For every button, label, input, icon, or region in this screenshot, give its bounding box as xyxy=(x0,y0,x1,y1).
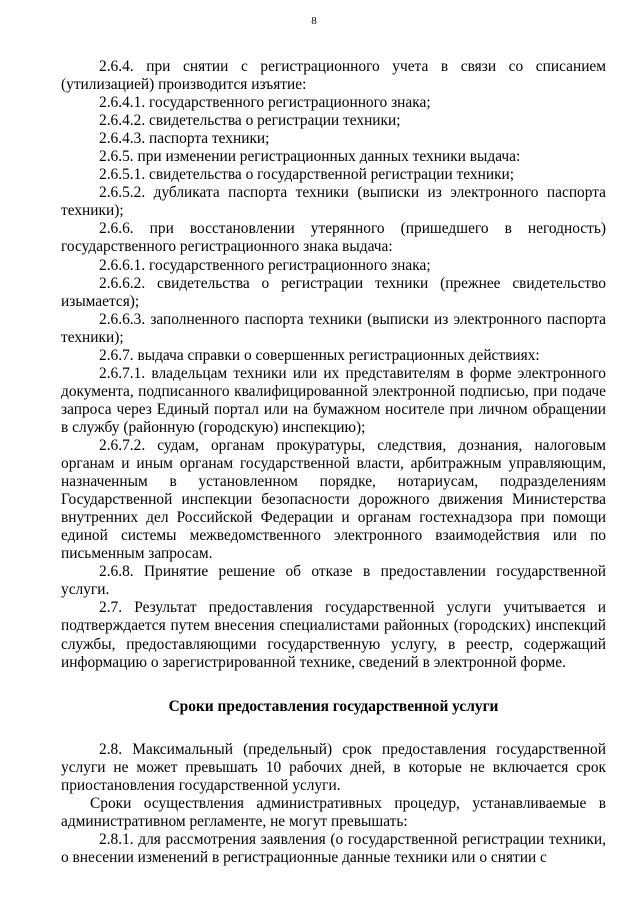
paragraph-2-6-7: 2.6.7. выдача справки о совершенных регистрационных действиях: xyxy=(99,346,540,364)
paragraph-2-6-5-2: 2.6.5.2. дубликата паспорта техники (выписки из электронного паспорта техники); xyxy=(61,184,606,220)
paragraph-2-6-4: 2.6.4. при снятии с регистрационного учета в связи со списанием (утилизацией) производится изъятие: xyxy=(61,58,606,94)
paragraph-2-6-6: 2.6.6. при восстановлении утерянного (пришедшего в негодность) государственного регистрационного знака выдача: xyxy=(61,220,606,256)
paragraph-2-6-7-2: 2.6.7.2. судам, органам прокуратуры, следствия, дознания, налоговым органам и иным органам государственной власти, арбитражным управляющим, назначенным в установленном порядке, нотариусам, подразделениям Государственной инспекции безопасности дорожного движения Министерства внутренних дел Российской Федерации и органам гостехнадзора при помощи единой системы межведомственного электронного взаимодействия или по письменным запросам. xyxy=(61,436,606,563)
paragraph-2-6-7-1: 2.6.7.1. владельцам техники или их представителям в форме электронного документа, подписанного квалифицированной электронной подписью, при подаче запроса через Единый портал или на бумажном носителе при личном обращении в службу (районную (городскую) инспекцию); xyxy=(61,364,606,436)
paragraph-2-8: 2.8. Максимальный (предельный) срок предоставления государственной услуги не может превышать 10 рабочих дней, в которые не включается срок приостановления государственной услуги. xyxy=(61,740,606,794)
paragraph-2-6-6-3: 2.6.6.3. заполненного паспорта техники (выписки из электронного паспорта техники); xyxy=(61,310,606,346)
paragraph-2-8-1: 2.8.1. для рассмотрения заявления (о государственной регистрации техники, о внесении изменений в регистрационные данные техники или о снятии с xyxy=(61,830,606,866)
paragraph-2-6-4-3: 2.6.4.3. паспорта техники; xyxy=(99,130,270,148)
paragraph-2-6-6-1: 2.6.6.1. государственного регистрационного знака; xyxy=(99,256,431,274)
paragraph-2-6-5: 2.6.5. при изменении регистрационных данных техники выдача: xyxy=(99,148,521,166)
paragraph-2-6-4-1: 2.6.4.1. государственного регистрационного знака; xyxy=(99,94,431,112)
paragraph-2-6-6-2: 2.6.6.2. свидетельства о регистрации техники (прежнее свидетельство изымается); xyxy=(61,274,606,310)
paragraph-2-6-5-1: 2.6.5.1. свидетельства о государственной регистрации техники; xyxy=(99,166,515,184)
paragraph-terms-intro: Сроки осуществления административных процедур, устанавливаемые в административном регламенте, не могут превышать: xyxy=(61,794,606,830)
page-number: 8 xyxy=(311,15,317,27)
paragraph-2-6-4-2: 2.6.4.2. свидетельства о регистрации техники; xyxy=(99,112,401,130)
section-heading: Сроки предоставления государственной услуги xyxy=(168,697,499,715)
document-body xyxy=(61,58,606,867)
paragraph-2-7: 2.7. Результат предоставления государственной услуги учитывается и подтверждается путем внесения специалистами районных (городских) инспекций службы, предоставляющими государственную услугу, в реестр, содержащий информацию о зарегистрированной технике, сведений в электронной форме. xyxy=(61,599,606,671)
paragraph-2-6-8: 2.6.8. Принятие решение об отказе в предоставлении государственной услуги. xyxy=(61,563,606,599)
